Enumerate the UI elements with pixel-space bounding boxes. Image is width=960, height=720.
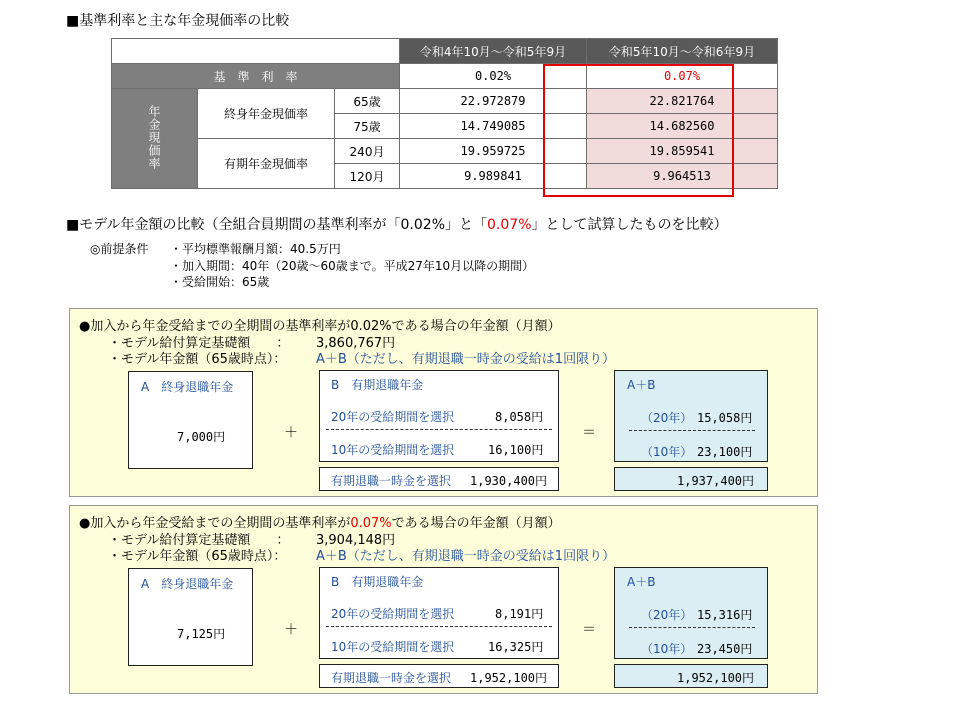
panel-title: ●加入から年金受給までの全期間の基準利率が0.02%である場合の年金額（月額） [79,319,561,334]
table-cell-current: 9.964513 [587,164,778,189]
box-a-label: A 終身退職年金 [141,380,234,394]
table-cell-current: 14.682560 [587,114,778,139]
dashed-divider [629,627,755,628]
term-annuity-label: 有期年金現価率 [198,139,335,189]
base-rate-prev: 0.02% [400,64,587,89]
lifetime-annuity-label: 終身年金現価率 [198,89,335,139]
ab-label: A＋B [627,378,656,392]
basic-amount-label: ・モデル給付算定基礎額 ： [108,533,290,548]
table-cell-current: 19.859541 [587,139,778,164]
model-pension-label: ・モデル年金額（65歳時点）： [108,352,287,367]
table-cell-prev: 14.749085 [400,114,587,139]
lump-sum-label: 有期退職一時金を選択 [331,474,452,488]
col-header-current: 令和5年10月～令和6年9月 [587,39,778,64]
box-b-term [319,370,559,462]
basic-amount-value: 3,860,767円 [316,336,396,351]
ab-lump-value: 1,952,100円 [677,671,755,685]
base-rate-current: 0.07% [587,64,778,89]
condition-item: ・平均標準報酬月額：40.5万円 [170,242,341,256]
row-sub-label: 240月 [335,139,400,164]
plus-sign: ＋ [284,425,298,441]
b-20y-value: 8,058円 [495,410,544,424]
condition-item: ・加入期間：40年（20歳～60歳まで。平成27年10月以降の期間） [170,259,535,273]
ab-20y-label: （20年） [641,608,693,622]
box-a-label: A 終身退職年金 [141,577,234,591]
row-sub-label: 75歳 [335,114,400,139]
model-pension-label: ・モデル年金額（65歳時点）： [108,549,287,564]
b-10y-value: 16,100円 [488,443,544,457]
equals-sign: ＝ [582,622,596,638]
table-cell-prev: 9.989841 [400,164,587,189]
ab-10y-label: （10年） [641,642,693,656]
equals-sign: ＝ [582,425,596,441]
ab-10y-value: 23,100円 [697,445,753,459]
lump-sum-label: 有期退職一時金を選択 [331,671,452,685]
box-a-value: 7,000円 [177,430,226,444]
box-a-plus-b [614,567,768,659]
ab-lump-value: 1,937,400円 [677,474,755,488]
row-sub-label: 120月 [335,164,400,189]
table-cell-prev: 22.972879 [400,89,587,114]
b-10y-label: 10年の受給期間を選択 [331,443,455,457]
table-corner-cell [112,39,400,64]
box-a-lifetime [128,371,253,469]
condition-item: ・受給開始：65歳 [170,275,270,289]
model-pension-value: A＋B（ただし、有期退職一時金の受給は1回限り） [316,549,616,564]
row-sub-label: 65歳 [335,89,400,114]
base-rate-label: 基 準 利 率 [112,64,400,89]
ab-label: A＋B [627,575,656,589]
plus-sign: ＋ [284,622,298,638]
box-a-plus-b [614,370,768,462]
ab-20y-label: （20年） [641,411,693,425]
panel-title: ●加入から年金受給までの全期間の基準利率が0.07%である場合の年金額（月額） [79,516,561,531]
ab-20y-value: 15,058円 [697,411,753,425]
model-panel-2 [69,505,818,694]
table-cell-prev: 19.959725 [400,139,587,164]
b-10y-value: 16,325円 [488,640,544,654]
box-b-term [319,567,559,659]
rate-table [111,38,778,189]
box-ab-lump [614,467,768,491]
model-panel-1 [69,308,818,497]
b-20y-label: 20年の受給期間を選択 [331,607,455,621]
b-20y-label: 20年の受給期間を選択 [331,410,455,424]
basic-amount-value: 3,904,148円 [316,533,396,548]
box-b-lump [319,664,559,688]
basic-amount-label: ・モデル給付算定基礎額 ： [108,336,290,351]
ab-10y-label: （10年） [641,445,693,459]
section-title-rates: ■基準利率と主な年金現価率の比較 [66,13,290,29]
lump-sum-value: 1,930,400円 [470,474,548,488]
ab-20y-value: 15,316円 [697,608,753,622]
b-10y-label: 10年の受給期間を選択 [331,640,455,654]
table-cell-current: 22.821764 [587,89,778,114]
ab-10y-value: 23,450円 [697,642,753,656]
model-pension-value: A＋B（ただし、有期退職一時金の受給は1回限り） [316,352,616,367]
dashed-divider [326,429,552,430]
dashed-divider [326,626,552,627]
b-20y-value: 8,191円 [495,607,544,621]
annuity-group-label: 年金現価率 [112,89,198,189]
box-b-label: B 有期退職年金 [331,378,424,392]
section-title-model: ■モデル年金額の比較（全組合員期間の基準利率が「0.02%」と「0.07%」として試算したものを比較） [66,217,728,233]
box-a-lifetime [128,568,253,666]
box-a-value: 7,125円 [177,627,226,641]
col-header-prev: 令和4年10月～令和5年9月 [400,39,587,64]
box-ab-lump [614,664,768,688]
box-b-lump [319,467,559,491]
box-b-label: B 有期退職年金 [331,575,424,589]
dashed-divider [629,430,755,431]
conditions-label: ◎前提条件 [90,242,149,256]
lump-sum-value: 1,952,100円 [470,671,548,685]
